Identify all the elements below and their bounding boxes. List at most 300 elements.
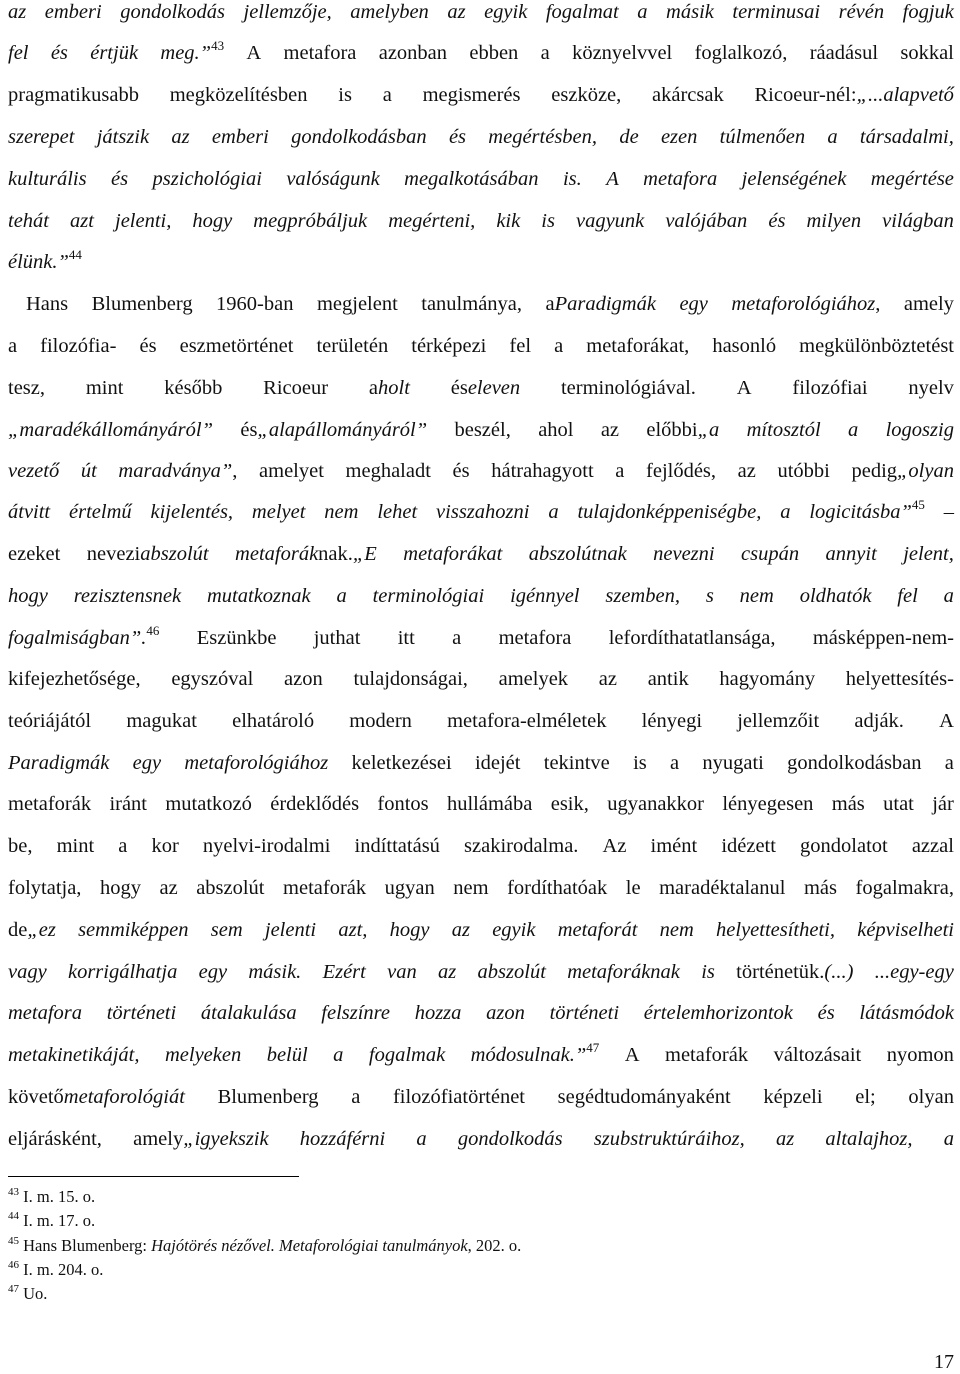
word: jelenti [264,919,317,941]
word: azt [70,210,94,232]
word: visszahozni [436,501,530,523]
word: indíttatású [354,835,440,857]
word: tanulmánya, [421,293,523,315]
word: révén [838,1,885,23]
word: a [848,419,859,441]
word: játszik [96,126,150,148]
word: követőmetaforológiát [8,1086,185,1108]
word: is. [562,168,582,190]
word: metaforákat [403,543,503,565]
word: a [943,1128,954,1150]
word: fogalmiságban”.$^{46}$ [8,623,160,649]
word: de [619,126,639,148]
word: rezisztensnek [73,585,182,607]
word: amely„igyekszik [133,1128,269,1150]
word: világban [882,210,954,232]
word: is [701,961,715,983]
word: hullámába [446,793,533,815]
word: fogalmakra, [855,877,954,899]
word: térképezi [411,335,487,357]
word: – [943,501,954,523]
word: Hans [26,293,69,315]
word: abszolútnak [528,543,627,565]
word: „maradékállományáról” [8,419,213,441]
word: terminológiával. [560,377,696,399]
word: azon [486,1002,525,1024]
word: történeti [549,1002,620,1024]
text-line [8,542,954,566]
word: korrigálhatja [67,961,178,983]
word: Paradigmák [8,752,110,774]
word: és [448,126,467,148]
word: nyelv [908,377,954,399]
word: lényegi [641,710,703,732]
word: nem [324,501,359,523]
word: annyit [825,543,877,565]
word: az [775,1128,795,1150]
word: nyelvi-irodalmi [202,835,331,857]
footnote-separator [8,1176,299,1177]
word: történeti [106,1002,177,1024]
word: logoszig [885,419,954,441]
word: amelyben [350,1,429,23]
word: a [336,585,347,607]
word: a [540,42,550,64]
word: és [817,1002,835,1024]
word: nem [453,877,489,899]
word: metaforáknak.„E [235,543,377,565]
word: hogy [8,585,48,607]
word: az [447,1,466,23]
word: eszköze, [551,84,622,106]
text-line [8,918,954,942]
word: maradványa”, [118,460,238,482]
word: lefordíthatatlansága, [608,627,776,649]
footnote-46: $^{46}$ I. m. 204. o. [8,1259,104,1279]
word: metaforák [665,1044,749,1066]
word: történetük.(...) [736,961,854,983]
word: folytatja, [8,877,82,899]
text-line [8,623,954,650]
word: fogalmat [545,1,619,23]
footnote-45: $^{45}$ Hans Blumenberg: Hajótörés nézővel. Metaforológiai tanulmányok, 202. o. [8,1235,522,1255]
word: kijelentés, [150,501,234,523]
word: nem [659,919,694,941]
word: szemben, [605,585,680,607]
word: metafora [643,168,718,190]
word: metafora-elméletek [447,710,607,732]
word: egyik [492,919,536,941]
word: esik, [550,793,589,815]
word: egy [679,293,708,315]
word: ezeket [8,543,61,565]
word: az [438,961,457,983]
word: megkülönböztetést [799,335,954,357]
word: meghaladt [345,460,431,482]
word: jelenti, [115,210,172,232]
word: s [705,585,714,607]
word: amely [903,293,954,315]
word: a [554,335,564,357]
word: a [8,335,18,357]
word: módosulnak.”$^{47}$ [470,1040,600,1066]
word: fel [509,335,532,357]
word: terminusai [732,1,821,23]
word: hogy [99,877,141,899]
word: és [50,42,68,64]
word: és„alapállományáról” [240,419,428,441]
text-line [8,1001,954,1025]
word: társadalmi, [859,126,954,148]
word: juthat [313,627,361,649]
word: azt, [338,919,368,941]
word: csupán [741,543,800,565]
word: melyeken [164,1044,242,1066]
footnote-43: $^{43}$ I. m. 15. o. [8,1186,96,1206]
word: itt [397,627,415,649]
word: Ricoeur [263,377,329,399]
word: és [768,210,786,232]
word: azzal [911,835,954,857]
word: meg.”$^{43}$ [160,38,225,64]
word: aholt [368,377,410,399]
word: valójában [665,210,748,232]
word: magukat [126,710,197,732]
word: keletkezései [351,752,452,774]
word: eljárásként, [8,1128,102,1150]
word: van [387,961,417,983]
text-line [8,376,954,400]
word: az [8,1,27,23]
word: nyugati [702,752,764,774]
word: hogy [192,210,233,232]
word: helyettesítés- [845,668,954,690]
word: hagyomány [719,668,816,690]
word: is [633,752,647,774]
text-line [8,209,954,233]
word: iránt [109,793,148,815]
word: de„ez [8,919,56,941]
word: gondolkodás [457,1128,563,1150]
word: az [451,919,470,941]
word: jelent, [903,543,954,565]
word: egyszóval [171,668,254,690]
word: később [164,377,223,399]
word: tesz, [8,377,45,399]
word: lényegesen [722,793,814,815]
word: fogalmak [368,1044,446,1066]
word: emberi [44,1,102,23]
word: tulajdonságai, [353,668,468,690]
word: kulturális [8,168,87,190]
word: gondolkodásban [787,752,922,774]
text-line [8,834,954,858]
word: Blumenberg [217,1086,319,1108]
word: felszínre [321,1002,390,1024]
word: másik [666,1,714,23]
word: hozza [414,1002,462,1024]
word: a [780,501,791,523]
word: valóságunk [286,168,380,190]
word: megalkotásában [404,168,539,190]
word: változásait [773,1044,862,1066]
word: látásmódok [859,1002,954,1024]
word: szubstruktúráihoz, [593,1128,745,1150]
word: pedig„olyan [851,460,954,482]
word: másik. [248,961,302,983]
word: A [939,710,954,732]
word: és [111,168,129,190]
text-line [8,167,954,191]
word: abszolút [477,961,546,983]
word: a [452,627,462,649]
word: altalajhoz, [825,1128,913,1150]
word: a [944,752,954,774]
word: Az [602,835,627,857]
word: abszolút [196,877,265,899]
word: megismerés [422,84,521,106]
word: utóbbi [777,460,830,482]
word: elhatároló [232,710,315,732]
word: megérteni, [388,210,476,232]
word: megpróbáljuk [253,210,368,232]
word: megközelítésben [169,84,308,106]
word: jellemzőit [737,710,820,732]
footnote-number: 43 [8,1186,19,1198]
word: jelenségének [741,168,847,190]
word: metakinetikáját, [8,1044,140,1066]
word: érdeklődés [270,793,360,815]
word: az [598,668,617,690]
word: és [139,335,157,357]
word: nevezni [653,543,715,565]
word: gondolkodás [120,1,225,23]
word: utat [883,793,914,815]
word: filozófia- [40,335,117,357]
word: jellemzője, [243,1,332,23]
word: is [541,210,555,232]
text-line [8,1127,954,1151]
word: modern [349,710,412,732]
text-line [8,0,954,24]
word: út [80,460,97,482]
word: megértésben, [488,126,598,148]
word: metafora [498,627,572,649]
word: a [382,84,392,106]
word: metaforológiához [184,752,329,774]
footnote-number: 47 [8,1283,19,1295]
word: fogjuk [902,1,954,23]
word: Ezért [322,961,366,983]
word: mutatkozó [165,793,252,815]
word: olyan [908,1086,954,1108]
word: filozófiai [792,377,868,399]
word: milyen [806,210,862,232]
word: A [606,168,619,190]
word: szakirodalma. [464,835,579,857]
text-line [8,459,954,483]
word: eszmetörténet [179,335,294,357]
word: a [351,1086,361,1108]
word: sokkal [900,42,954,64]
word: metaforák [8,793,92,815]
word: neveziabszolút [86,543,209,565]
word: túlmenően [719,126,806,148]
word: metafora [8,1002,83,1024]
word: vagyunk [575,210,645,232]
text-line [8,334,954,358]
word: az [600,419,620,441]
word: metaforák [283,877,367,899]
word: terminológiai [372,585,485,607]
word: nyomon [886,1044,954,1066]
word: el; [855,1086,876,1108]
word: hasonló [712,335,777,357]
word: a [637,1,648,23]
word: imént [650,835,698,857]
word: teóriájától [8,710,92,732]
word: helyettesítheti, [716,919,835,941]
footnote-47: $^{47}$ Uo. [8,1283,48,1303]
text-line [8,1040,954,1067]
text-line [8,709,954,733]
word: a [670,752,680,774]
word: mint [85,377,124,399]
word: más [803,877,838,899]
word: fejlődés, [646,460,717,482]
word: mutatkoznak [207,585,311,607]
word: belül [266,1044,308,1066]
word: vagy [8,961,47,983]
word: ahol [538,419,574,441]
word: jár [932,793,954,815]
word: mítosztól [746,419,821,441]
word: pszichológiai [152,168,262,190]
word: átvitt [8,501,51,523]
word: metaforáknak [567,961,680,983]
text-line [8,125,954,149]
word: maradéktalanul [659,877,786,899]
word: egyik [484,1,528,23]
text-line [8,247,954,274]
word: szerepet [8,126,75,148]
text-line [8,667,954,691]
word: le [625,877,641,899]
word: másképpen-nem- [812,627,954,649]
word: beszél, [454,419,511,441]
text-line [8,1085,954,1109]
word: kor [151,835,179,857]
word: értjük [90,42,139,64]
footnote-number: 46 [8,1259,19,1271]
word: a [943,585,954,607]
word: hozzáférni [299,1128,386,1150]
word: tehát [8,210,49,232]
word: azon [284,668,323,690]
word: metaforát [557,919,638,941]
word: metafora [283,42,357,64]
text-line [8,876,954,900]
word: amelyet [259,460,324,482]
word: foglalkozó, [694,42,788,64]
text-line [8,584,954,608]
footnote-44: $^{44}$ I. m. 17. o. [8,1210,96,1230]
word: A [246,42,262,64]
footnote-number: 45 [8,1235,19,1247]
word: pragmatikusabb [8,84,139,106]
word: területén [316,335,389,357]
word: 1960-ban [216,293,294,315]
word: gondolatot [800,835,888,857]
word: fel [897,585,918,607]
word: előbbi„a [646,419,720,441]
word: adják. [854,710,904,732]
word: emberi [211,126,269,148]
word: ugyanakkor [607,793,704,815]
word: sem [210,919,243,941]
word: nem [739,585,774,607]
word: az [737,460,756,482]
word: egy [132,752,162,774]
word: azonban [378,42,448,64]
word: A [736,377,752,399]
word: fel [8,42,29,64]
text-line [8,83,954,107]
word: a [548,501,559,523]
text-line [8,960,954,984]
word: a [333,1044,344,1066]
word: kik [496,210,521,232]
word: tulajdonképpeniségbe, [577,501,762,523]
word: akárcsak [652,84,724,106]
word: metaforákat, [586,335,690,357]
word: idézett [721,835,776,857]
word: egy [198,961,228,983]
word: igénnyel [510,585,580,607]
word: más [831,793,865,815]
word: tekintve [543,752,610,774]
word: is [338,84,352,106]
word: hogy [389,919,430,941]
word: metaforológiához, [731,293,881,315]
word: megjelent [316,293,398,315]
word: A [624,1044,640,1066]
word: az [159,877,178,899]
text-line [8,497,954,524]
word: értelemhorizontok [643,1002,793,1024]
word: lehet [377,501,418,523]
word: ...egy-egy [874,961,954,983]
word: ezen [660,126,698,148]
word: köznyelvvel [572,42,673,64]
word: képzeli [763,1086,823,1108]
word: segédtudományaként [557,1086,731,1108]
word: fordíthatóak [507,877,608,899]
word: a [827,126,838,148]
page-number: 17 [934,1351,954,1373]
word: a [416,1128,427,1150]
word: a [118,835,128,857]
word: antik [647,668,689,690]
word: ráadásul [809,42,879,64]
word: ugyan [384,877,435,899]
word: oldhatók [799,585,872,607]
word: semmiképpen [78,919,189,941]
footnote-number: 44 [8,1210,19,1222]
word: aParadigmák [545,293,656,315]
text-line [8,792,954,816]
word: élünk.”$^{44}$ [8,247,82,273]
